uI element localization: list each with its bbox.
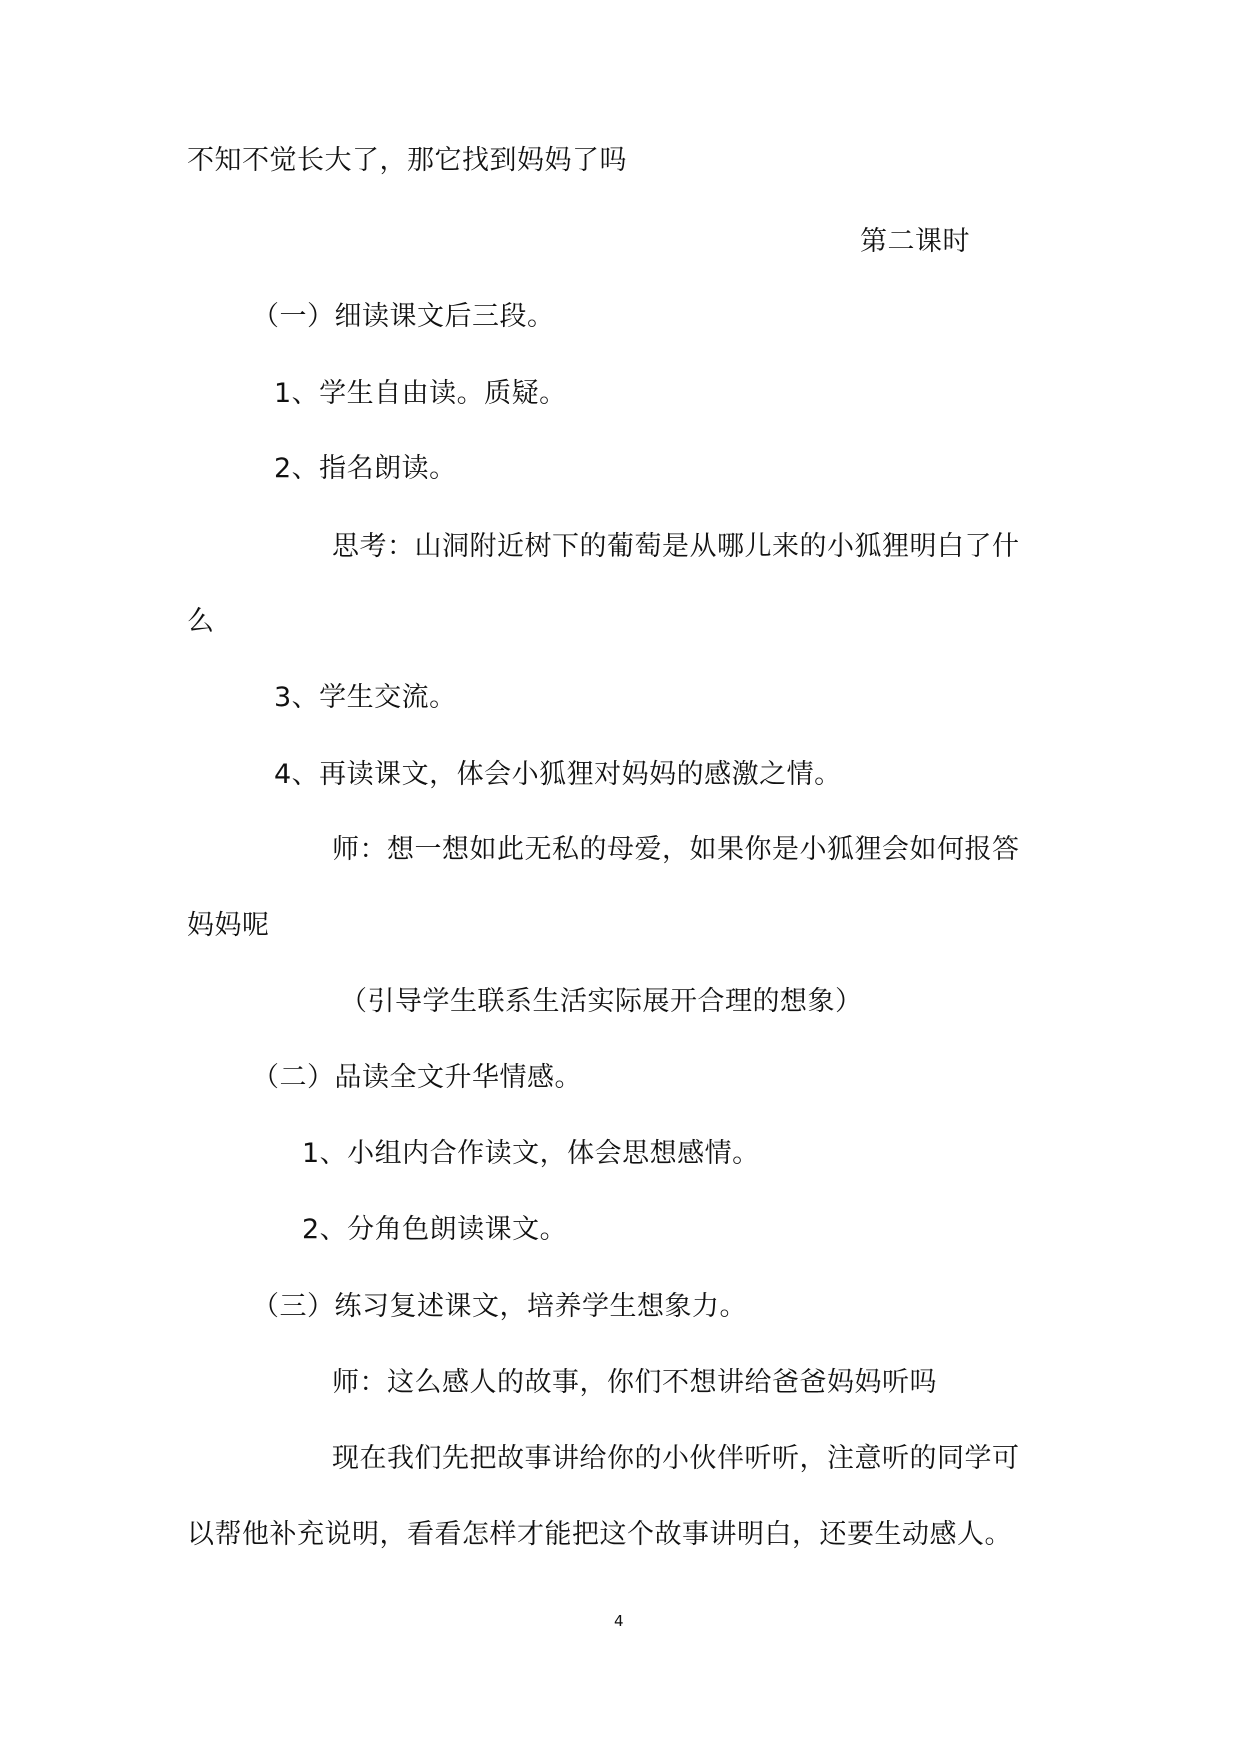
group-step-2: 2、分角色朗读课文。: [302, 1214, 568, 1245]
guidance-note: （引导学生联系生活实际展开合理的想象）: [340, 986, 863, 1017]
question-line-1: 思考：山洞附近树下的葡萄是从哪儿来的小狐狸明白了什: [332, 531, 1020, 562]
section-heading-2: （二）品读全文升华情感。: [252, 1062, 582, 1093]
teacher-question: 师：这么感人的故事，你们不想讲给爸爸妈妈听吗: [332, 1367, 937, 1398]
section-heading-1: （一）细读课文后三段。: [252, 301, 555, 332]
lesson-heading: 第二课时: [860, 226, 970, 257]
section-heading-3: （三）练习复述课文，培养学生想象力。: [252, 1291, 747, 1322]
teacher-line-1: 师：想一想如此无私的母爱，如果你是小狐狸会如何报答: [332, 834, 1020, 865]
teacher-line-2: 妈妈呢: [187, 910, 270, 941]
step-4: 4、再读课文，体会小狐狸对妈妈的感激之情。: [274, 759, 842, 790]
instruction-line-1: 现在我们先把故事讲给你的小伙伴听听，注意听的同学可: [332, 1443, 1020, 1474]
text-line-continuation: 不知不觉长大了，那它找到妈妈了吗: [187, 145, 627, 176]
step-2: 2、指名朗读。: [274, 453, 457, 484]
question-line-2: 么: [187, 606, 215, 637]
step-3: 3、学生交流。: [274, 682, 457, 713]
instruction-line-2: 以帮他补充说明，看看怎样才能把这个故事讲明白，还要生动感人。: [187, 1519, 1012, 1550]
group-step-1: 1、小组内合作读文，体会思想感情。: [302, 1138, 760, 1169]
page-number: 4: [614, 1612, 624, 1630]
step-1: 1、学生自由读。质疑。: [274, 378, 567, 409]
